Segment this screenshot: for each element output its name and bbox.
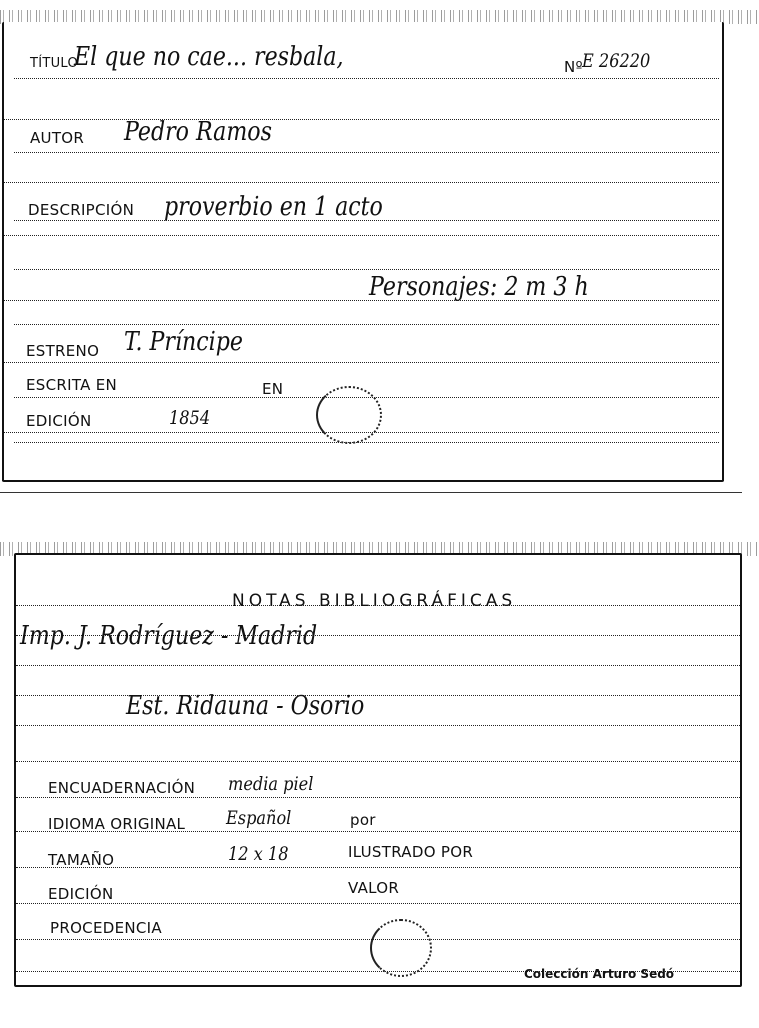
ruled-line xyxy=(16,903,740,904)
ruled-line xyxy=(14,78,719,79)
note-line-1: Imp. J. Rodríguez - Madrid xyxy=(20,621,318,651)
ruled-line xyxy=(14,442,719,443)
encuadernacion-value: media piel xyxy=(228,773,314,795)
catalog-card-front xyxy=(2,22,724,482)
punch-hole xyxy=(370,919,432,977)
procedencia-label: PROCEDENCIA xyxy=(50,919,162,937)
en-label: EN xyxy=(262,380,284,398)
ruled-line xyxy=(16,665,740,666)
ruled-line xyxy=(16,695,740,696)
ilustrado-label: ILUSTRADO POR xyxy=(348,843,474,861)
ruled-line xyxy=(4,119,719,120)
ruled-line xyxy=(14,152,719,153)
descripcion-label: DESCRIPCIÓN xyxy=(28,201,135,219)
edicion-label: EDICIÓN xyxy=(26,412,92,430)
numero-value: E 26220 xyxy=(582,50,651,72)
catalog-card-back xyxy=(14,553,742,987)
ruled-line xyxy=(4,300,719,301)
autor-value: Pedro Ramos xyxy=(124,117,272,147)
estreno-value: T. Príncipe xyxy=(124,327,243,357)
ruled-line xyxy=(4,362,719,363)
notas-heading: NOTAS BIBLIOGRÁFICAS xyxy=(232,591,517,611)
ruled-line xyxy=(14,324,719,325)
personajes-value: Personajes: 2 m 3 h xyxy=(369,272,589,302)
ruled-line xyxy=(16,797,740,798)
card-separator xyxy=(0,492,742,493)
por-label: por xyxy=(350,811,376,829)
autor-label: AUTOR xyxy=(30,129,85,147)
tamano-label: TAMAÑO xyxy=(48,851,115,869)
idioma-label: IDIOMA ORIGINAL xyxy=(48,815,186,833)
encuadernacion-label: ENCUADERNACIÓN xyxy=(48,779,196,797)
note-line-2: Est. Ridauna - Osorio xyxy=(126,691,365,721)
descripcion-value: proverbio en 1 acto xyxy=(164,192,383,222)
edicion-label-back: EDICIÓN xyxy=(48,885,114,903)
ruled-line xyxy=(14,269,719,270)
titulo-value: El que no cae... resbala, xyxy=(74,42,344,72)
tamano-value: 12 x 18 xyxy=(228,843,289,865)
ruled-line xyxy=(16,725,740,726)
ruled-line xyxy=(4,182,719,183)
idioma-value: Español xyxy=(226,807,292,829)
collection-credit: Colección Arturo Sedó xyxy=(524,967,675,981)
numero-label: Nº xyxy=(564,58,583,76)
punch-hole xyxy=(316,386,382,444)
estreno-label: ESTRENO xyxy=(26,342,100,360)
escrita-en-label: ESCRITA EN xyxy=(26,376,118,394)
ruled-line xyxy=(16,761,740,762)
titulo-label: TÍTULO xyxy=(30,56,79,71)
edicion-value: 1854 xyxy=(169,407,211,429)
ruled-line xyxy=(16,867,740,868)
ruled-line xyxy=(4,235,719,236)
valor-label: VALOR xyxy=(348,879,400,897)
